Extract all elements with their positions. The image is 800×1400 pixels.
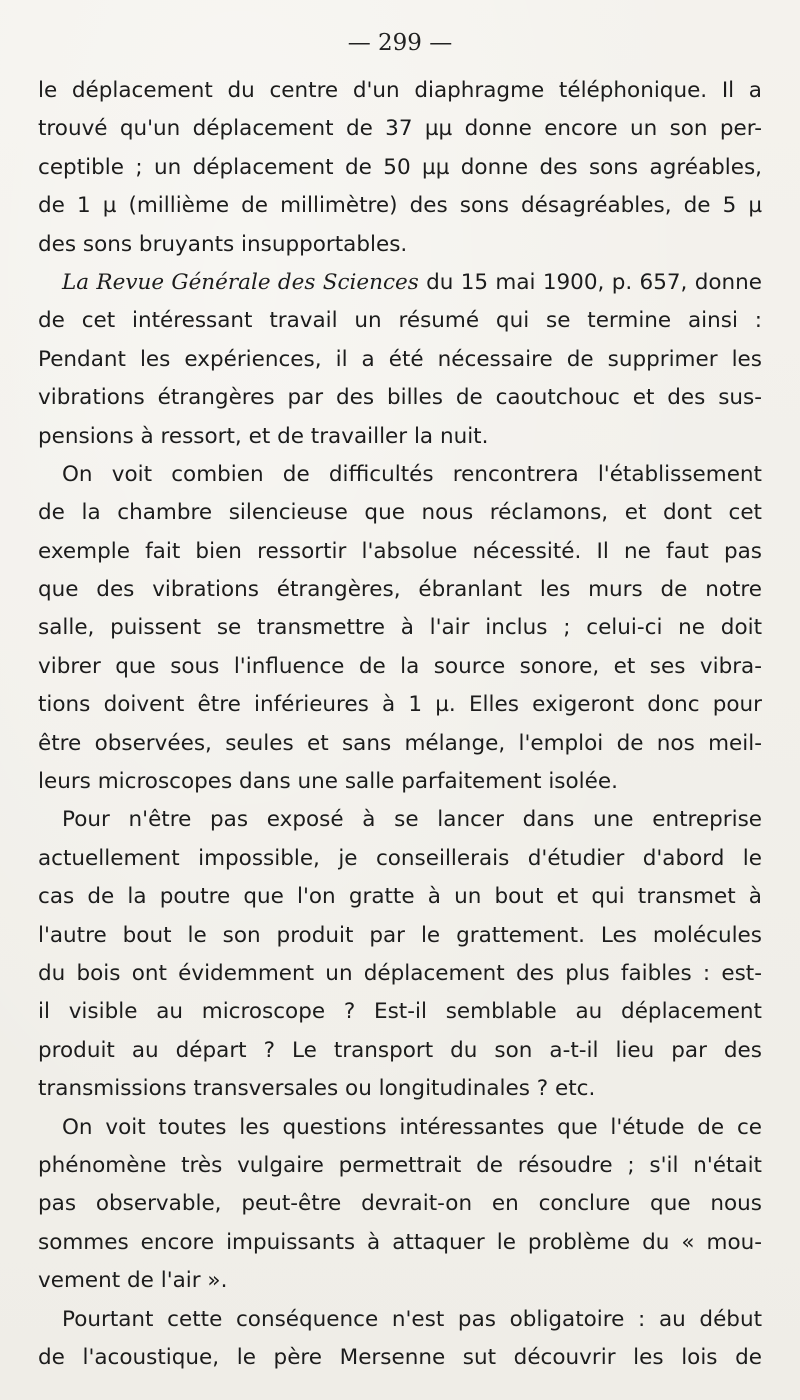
line-text: être observées, seules et sans mélange, l'emploi de nos meil- (38, 730, 762, 756)
text-line (38, 1262, 762, 1300)
text-line (38, 1224, 762, 1262)
line-text: Pourtant cette conséquence n'est pas obligatoire : au début (62, 1306, 762, 1332)
line-text: ceptible ; un déplacement de 50 µµ donne des sons agréables, (38, 154, 762, 180)
text-line (38, 226, 762, 264)
page-number: — 299 — (347, 30, 453, 56)
line-text: trouvé qu'un déplacement de 37 µµ donne encore un son per- (38, 116, 762, 142)
text-line (38, 993, 762, 1031)
line-text: vement de l'air ». (38, 1268, 228, 1294)
text-line (38, 840, 762, 878)
text-line (38, 763, 762, 801)
text-line (38, 72, 762, 110)
line-text: des sons bruyants insupportables. (38, 231, 408, 257)
line-text: de l'acoustique, le père Mersenne sut découvrir les lois de (38, 1344, 762, 1370)
text-line (38, 341, 762, 379)
text-line (38, 686, 762, 724)
line-text: de 1 µ (millième de millimètre) des sons désagréables, de 5 µ (38, 193, 762, 219)
line-text: que des vibrations étrangères, ébranlant les murs de notre (38, 577, 762, 603)
line-text: leurs microscopes dans une salle parfaitement isolée. (38, 769, 618, 795)
body-text (38, 72, 762, 1377)
text-line (38, 1032, 762, 1070)
line-text: cas de la poutre que l'on gratte à un bout et qui transmet à (38, 884, 762, 910)
line-text: de cet intéressant travail un résumé qui se termine ainsi : (38, 308, 762, 334)
text-line (38, 648, 762, 686)
line-text: il visible au microscope ? Est-il semblable au déplacement (38, 999, 762, 1025)
text-line (38, 264, 762, 302)
text-line (38, 1301, 762, 1339)
text-line (38, 1185, 762, 1223)
text-line (38, 878, 762, 916)
text-line (38, 609, 762, 647)
line-text: vibrations étrangères par des billes de caoutchouc et des sus- (38, 385, 762, 411)
line-text: l'autre bout le son produit par le grattement. Les molécules (38, 922, 762, 948)
text-line (38, 149, 762, 187)
line-text: produit au départ ? Le transport du son a-t-il lieu par des (38, 1037, 762, 1063)
text-line (38, 1147, 762, 1185)
text-line (38, 379, 762, 417)
line-text: tions doivent être inférieures à 1 µ. Elles exigeront donc pour (38, 692, 762, 718)
line-text: pas observable, peut-être devrait-on en conclure que nous (38, 1191, 762, 1217)
line-text: salle, puissent se transmettre à l'air inclus ; celui-ci ne doit (38, 615, 762, 641)
line-text: exemple fait bien ressortir l'absolue nécessité. Il ne faut pas (38, 538, 762, 564)
text-line (38, 456, 762, 494)
line-text: de la chambre silencieuse que nous réclamons, et dont cet (38, 500, 762, 526)
line-text: sommes encore impuissants à attaquer le problème du « mou- (38, 1229, 762, 1255)
text-line (38, 1109, 762, 1147)
line-text: Pour n'être pas exposé à se lancer dans une entreprise (62, 807, 762, 833)
text-line (38, 571, 762, 609)
line-text: transmissions transversales ou longitudinales ? etc. (38, 1076, 596, 1102)
text-line (38, 917, 762, 955)
line-text: On voit toutes les questions intéressantes que l'étude de ce (62, 1114, 762, 1140)
text-line (38, 187, 762, 225)
line-text: actuellement impossible, je conseillerais d'étudier d'abord le (38, 845, 762, 871)
text-line (38, 1070, 762, 1108)
journal-title: La Revue Générale des Sciences (62, 269, 419, 295)
text-line (38, 110, 762, 148)
line-text: vibrer que sous l'influence de la source sonore, et ses vibra- (38, 653, 762, 679)
line-text: du bois ont évidemment un déplacement des plus faibles : est- (38, 960, 762, 986)
text-line (38, 302, 762, 340)
text-line (38, 801, 762, 839)
line-text: le déplacement du centre d'un diaphragme téléphonique. Il a (38, 78, 762, 103)
text-line (38, 418, 762, 456)
line-text: phénomène très vulgaire permettrait de résoudre ; s'il n'était (38, 1152, 762, 1178)
line-text: du 15 mai 1900, p. 657, donne (418, 269, 763, 295)
text-line (38, 533, 762, 571)
text-line (38, 725, 762, 763)
text-line (38, 955, 762, 993)
line-text: On voit combien de difficultés rencontrera l'établissement (62, 461, 762, 487)
line-text: pensions à ressort, et de travailler la nuit. (38, 423, 489, 449)
text-line (38, 494, 762, 532)
text-line (38, 1339, 762, 1377)
line-text: Pendant les expériences, il a été nécessaire de supprimer les (38, 346, 762, 372)
